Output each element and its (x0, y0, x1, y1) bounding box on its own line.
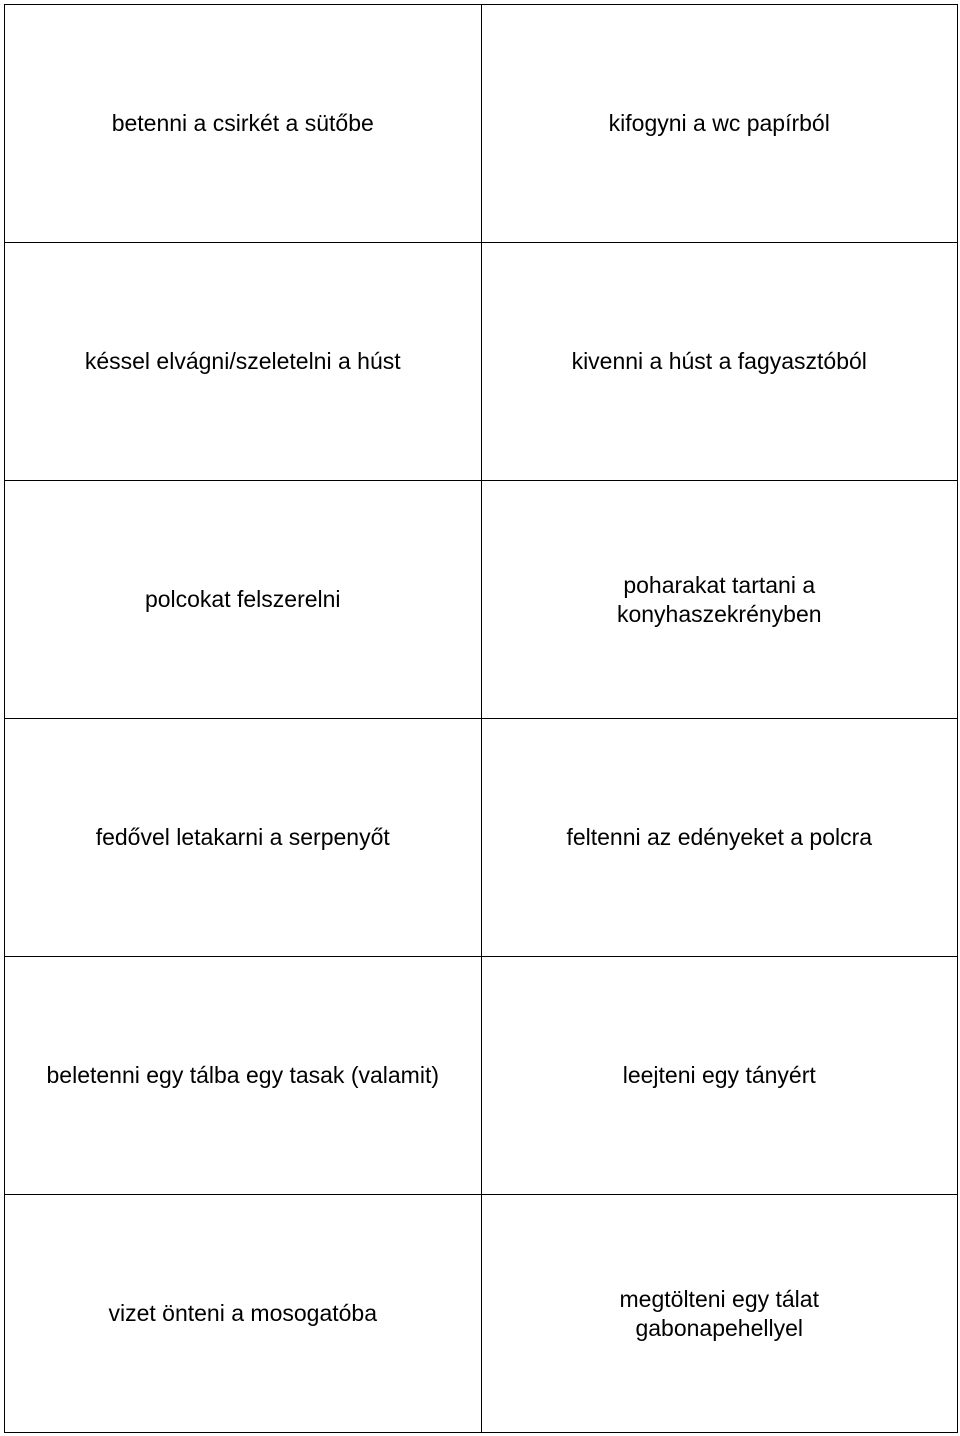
card-text: leejteni egy tányért (622, 1062, 816, 1088)
card-row (5, 5, 958, 243)
card-cell (481, 957, 958, 1195)
card-cell (5, 1195, 482, 1433)
card-text: beletenni egy tálba egy tasak (valamit) (46, 1062, 439, 1088)
card-text: fedővel letakarni a serpenyőt (95, 824, 390, 850)
card-cell (5, 5, 482, 243)
card-cell (5, 719, 482, 957)
card-cell (481, 719, 958, 957)
card-cell (5, 243, 482, 481)
card-row (5, 1195, 958, 1433)
card-text: megtölteni egy tálat gabonapehellyel (619, 1285, 819, 1341)
card-text: polcokat felszerelni (144, 586, 341, 612)
card-text: betenni a csirkét a sütőbe (111, 110, 374, 136)
card-text: késsel elvágni/szeletelni a húst (84, 348, 401, 374)
card-row (5, 719, 958, 957)
card-text: kifogyni a wc papírból (608, 110, 830, 136)
card-row (5, 957, 958, 1195)
card-text: kivenni a húst a fagyasztóból (571, 348, 867, 374)
card-cell (481, 481, 958, 719)
card-cell (5, 957, 482, 1195)
card-row (5, 243, 958, 481)
card-text: poharakat tartani a konyhaszekrényben (616, 571, 822, 627)
card-text: vizet önteni a mosogatóba (108, 1300, 377, 1326)
card-grid (4, 4, 958, 1433)
card-row (5, 481, 958, 719)
card-cell (481, 243, 958, 481)
card-text: feltenni az edényeket a polcra (566, 824, 873, 850)
card-cell (481, 5, 958, 243)
card-cell (5, 481, 482, 719)
card-cell (481, 1195, 958, 1433)
